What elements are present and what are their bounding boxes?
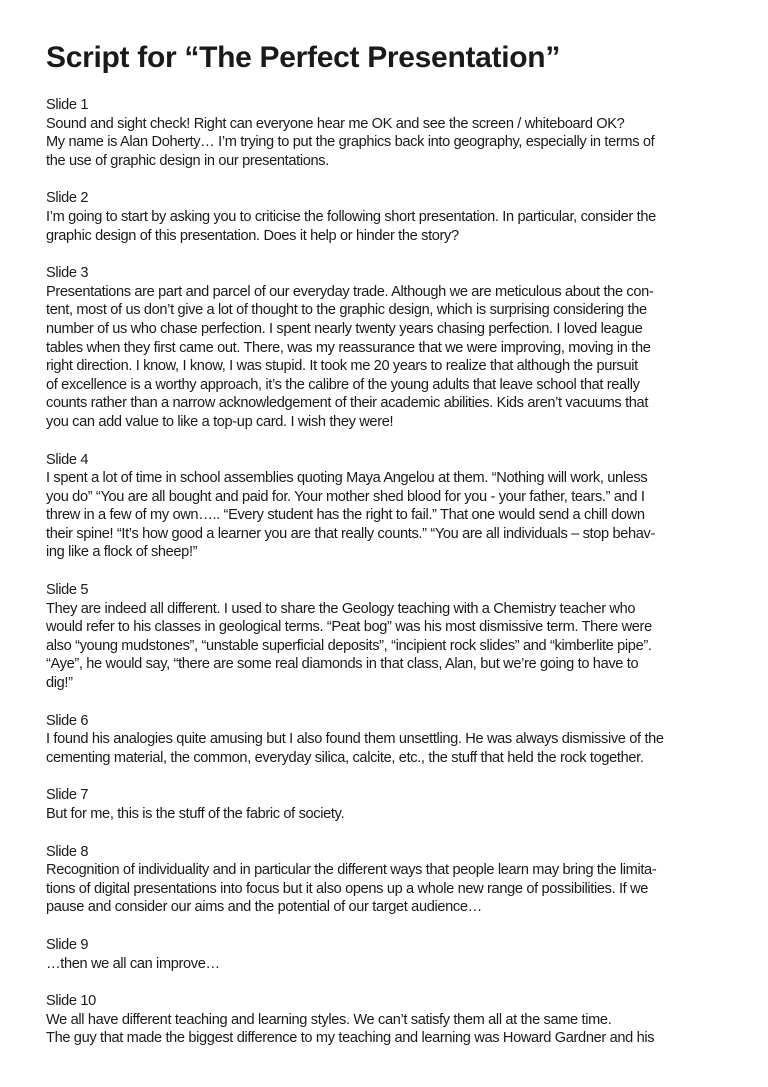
script-text-line: I’m going to start by asking you to criticise the following short presentation. In particular, consider the	[46, 208, 656, 225]
script-text-line: graphic design of this presentation. Does it help or hinder the story?	[46, 227, 459, 244]
slide-label: Slide 4	[46, 451, 89, 468]
slide-label: Slide 10	[46, 993, 96, 1010]
script-text-line: you do” “You are all bought and paid for. Your mother shed blood for you - your father, tears.” and I	[46, 488, 645, 505]
script-text-line: Sound and sight check! Right can everyone hear me OK and see the screen / whiteboard OK?	[46, 115, 625, 132]
script-text-line: dig!”	[46, 675, 73, 692]
script-text-line: their spine! “It’s how good a learner you are that really counts.” “You are all individuals – stop behav-	[46, 525, 655, 542]
slide-section	[46, 843, 726, 917]
slide-label: Slide 3	[46, 265, 89, 282]
slide-label: Slide 6	[46, 712, 89, 729]
slide-section	[46, 189, 726, 245]
script-text-line: you can add value to like a top-up card. I wish they were!	[46, 413, 394, 430]
script-text-line: tent, most of us don’t give a lot of thought to the graphic design, which is surprising considering the	[46, 302, 647, 319]
script-text-line: threw in a few of my own….. “Every student has the right to fail.” That one would send a chill down	[46, 507, 645, 524]
script-text-line: Recognition of individuality and in particular the different ways that people learn may bring the limita-	[46, 862, 657, 879]
script-text-line: number of us who chase perfection. I spent nearly twenty years chasing perfection. I loved league	[46, 320, 643, 337]
script-text-line: cementing material, the common, everyday silica, calcite, etc., the stuff that held the rock together.	[46, 749, 644, 766]
slides-list	[46, 96, 726, 1048]
script-text-line: They are indeed all different. I used to share the Geology teaching with a Chemistry teacher who	[46, 600, 636, 617]
slide-section	[46, 936, 726, 973]
script-text-line: would refer to his classes in geological terms. “Peat bog” was his most dismissive term. There were	[46, 619, 652, 636]
script-text-line: pause and consider our aims and the potential of our target audience…	[46, 899, 482, 916]
slide-label: Slide 9	[46, 936, 89, 953]
slide-section	[46, 992, 726, 1048]
slide-label: Slide 1	[46, 97, 89, 113]
script-text-line: the use of graphic design in our presentations.	[46, 152, 329, 169]
slide-label: Slide 8	[46, 843, 89, 860]
slide-section	[46, 96, 726, 170]
script-text-line: tables when they first came out. There, was my reassurance that we were improving, moving in the	[46, 339, 651, 356]
slide-section	[46, 264, 726, 431]
slide-section	[46, 786, 726, 823]
document-page	[46, 40, 726, 1067]
document-title: Script for “The Perfect Presentation”	[46, 41, 561, 74]
slide-section	[46, 581, 726, 693]
script-text-line: counts rather than a narrow acknowledgement of their academic abilities. Kids aren’t vacuums that	[46, 395, 649, 412]
slide-label: Slide 7	[46, 787, 89, 804]
slide-section	[46, 451, 726, 563]
slide-label: Slide 2	[46, 190, 89, 207]
script-text-line: I spent a lot of time in school assemblies quoting Maya Angelou at them. “Nothing will work, unless	[46, 470, 648, 487]
script-text-line: But for me, this is the stuff of the fabric of society.	[46, 806, 345, 822]
script-text-line: The guy that made the biggest difference to my teaching and learning was Howard Gardner and his	[46, 1030, 655, 1047]
script-text-line: of excellence is a worthy approach, it’s the calibre of the young adults that leave school that really	[46, 376, 640, 393]
script-text-line: ing like a flock of sheep!”	[46, 544, 198, 561]
slide-label: Slide 5	[46, 582, 89, 599]
script-text-line: right direction. I know, I know, I was stupid. It took me 20 years to realize that although the pursuit	[46, 358, 638, 375]
script-text-line: tions of digital presentations into focus but it also opens up a whole new range of possibilities. If we	[46, 880, 649, 897]
slide-section	[46, 712, 726, 768]
script-text-line: We all have different teaching and learning styles. We can’t satisfy them all at the same time.	[46, 1011, 612, 1028]
script-text-line: also “young mudstones”, “unstable superficial deposits”, “incipient rock slides” and “kimberlite pipe”.	[46, 637, 652, 654]
script-text-line: I found his analogies quite amusing but I also found them unsettling. He was always dismissive of the	[46, 731, 664, 748]
script-text-line: “Aye”, he would say, “there are some real diamonds in that class, Alan, but we’re going to have to	[46, 656, 639, 673]
script-text-line: My name is Alan Doherty… I’m trying to put the graphics back into geography, especially in terms of	[46, 134, 655, 151]
script-text-line: Presentations are part and parcel of our everyday trade. Although we are meticulous about the con-	[46, 283, 654, 300]
script-text-line: …then we all can improve…	[46, 955, 220, 972]
